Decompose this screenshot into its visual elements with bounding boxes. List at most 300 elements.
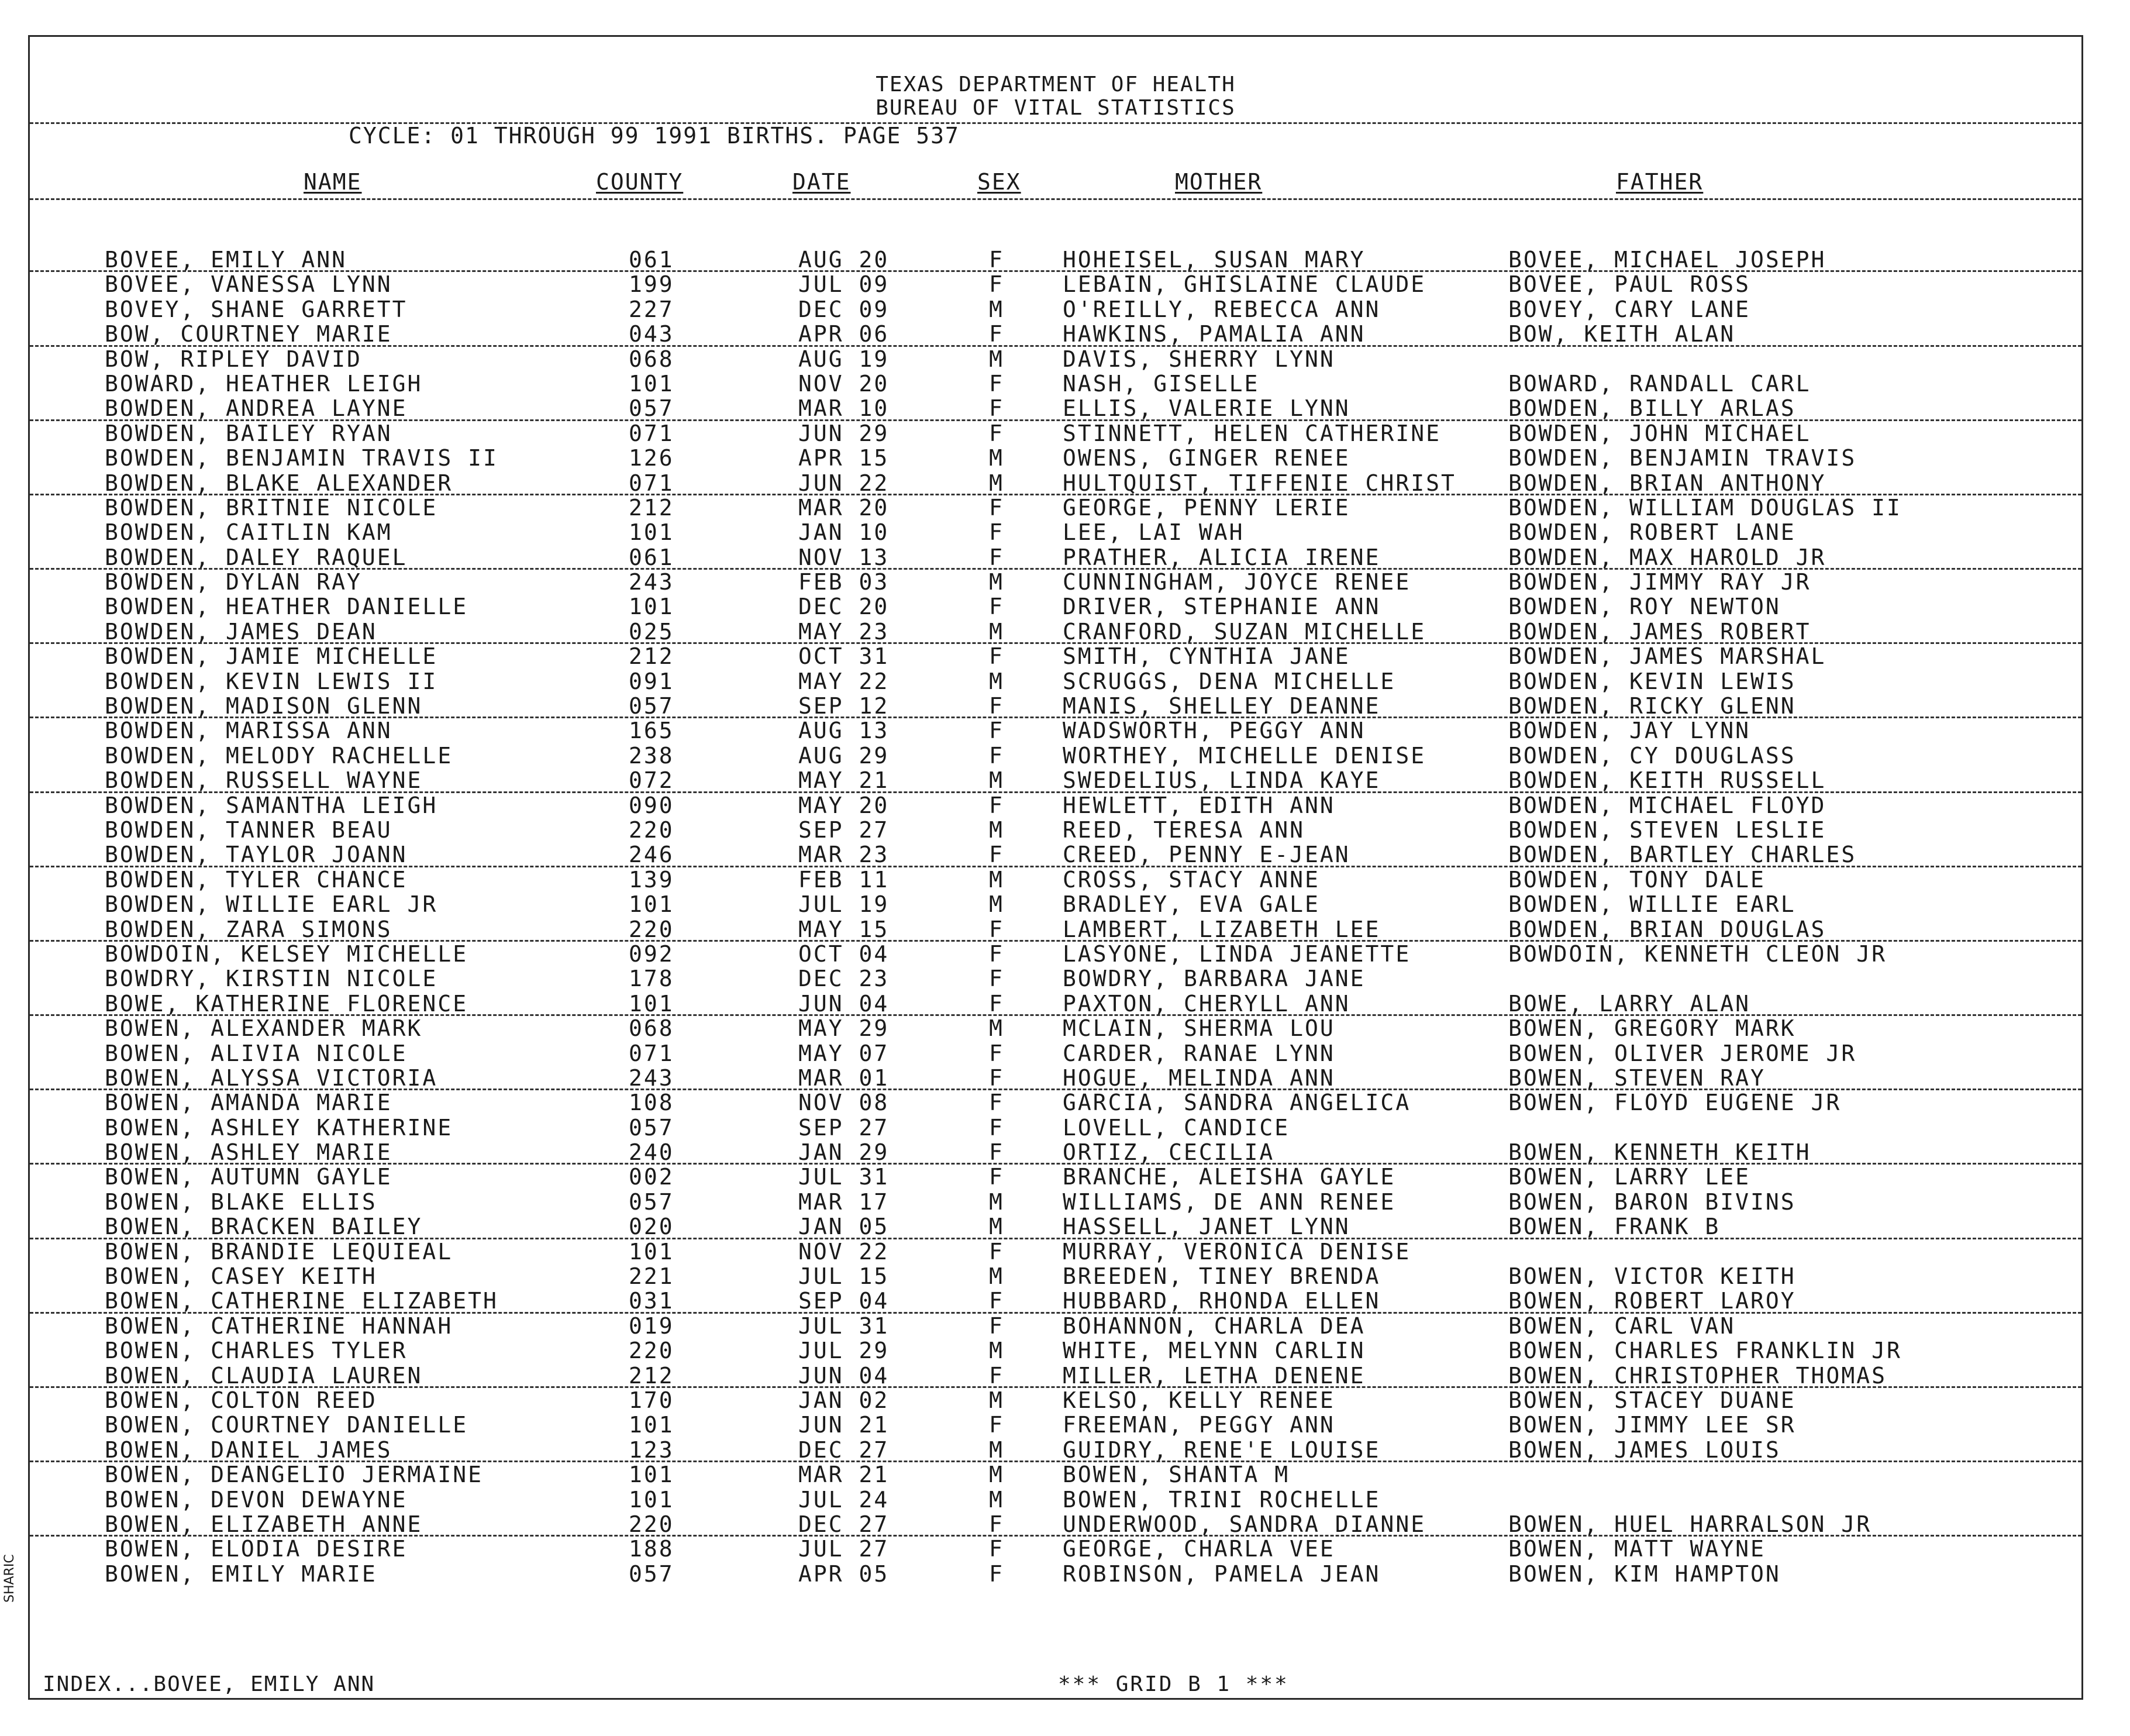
cell-name: BOWEN, CHARLES TYLER: [105, 1338, 408, 1364]
cell-father: BOWE, LARRY ALAN: [1508, 990, 1751, 1017]
cell-date: SEP 27: [798, 1114, 890, 1141]
cell-sex: M: [989, 1338, 1004, 1364]
cell-name: BOWEN, CATHERINE HANNAH: [105, 1313, 453, 1339]
cell-father: BOVEE, MICHAEL JOSEPH: [1508, 247, 1826, 273]
cell-name: BOWEN, EMILY MARIE: [105, 1561, 377, 1587]
cell-father: BOWDEN, BILLY ARLAS: [1508, 395, 1796, 422]
cell-father: BOWEN, ROBERT LAROY: [1508, 1288, 1796, 1314]
cell-date: MAY 21: [798, 767, 890, 794]
cell-date: MAY 23: [798, 618, 890, 645]
table-row: [30, 495, 2081, 520]
cell-county: 002: [629, 1164, 674, 1190]
cell-county: 212: [629, 494, 674, 521]
table-row: [30, 347, 2081, 371]
cell-mother: ROBINSON, PAMELA JEAN: [1063, 1561, 1381, 1587]
cell-date: SEP 12: [798, 693, 890, 719]
table-row: [30, 446, 2081, 470]
cell-date: DEC 27: [798, 1437, 890, 1463]
cell-sex: F: [989, 1412, 1004, 1438]
cell-father: BOWDEN, RICKY GLENN: [1508, 693, 1796, 719]
cell-sex: F: [989, 370, 1004, 397]
cell-name: BOWDEN, HEATHER DANIELLE: [105, 594, 468, 620]
cell-mother: LOVELL, CANDICE: [1063, 1114, 1290, 1141]
cell-father: BOWDOIN, KENNETH CLEON JR: [1508, 941, 1887, 967]
cell-name: BOWEN, CLAUDIA LAUREN: [105, 1362, 423, 1389]
table-row: [30, 1512, 2081, 1537]
cell-date: AUG 13: [798, 718, 890, 744]
side-label: SHARIC: [2, 1554, 17, 1603]
cell-mother: WADSWORTH, PEGGY ANN: [1063, 718, 1366, 744]
cell-father: BOWEN, STACEY DUANE: [1508, 1387, 1796, 1413]
cell-father: BOW, KEITH ALAN: [1508, 321, 1736, 347]
cell-county: 238: [629, 742, 674, 769]
cell-father: BOWDEN, BRIAN DOUGLAS: [1508, 916, 1826, 942]
cell-name: BOWDEN, BRITNIE NICOLE: [105, 494, 438, 521]
col-header-mother: MOTHER: [1175, 169, 1263, 195]
cell-sex: F: [989, 1090, 1004, 1116]
cell-county: 101: [629, 370, 674, 397]
table-row: [30, 421, 2081, 446]
cell-name: BOWEN, CATHERINE ELIZABETH: [105, 1288, 498, 1314]
cell-name: BOWDEN, JAMES DEAN: [105, 618, 377, 645]
cell-sex: F: [989, 792, 1004, 818]
cell-sex: F: [989, 941, 1004, 967]
cell-county: 020: [629, 1214, 674, 1240]
table-row: [30, 545, 2081, 570]
cell-name: BOWEN, ELIZABETH ANNE: [105, 1511, 423, 1537]
cell-sex: F: [989, 494, 1004, 521]
cell-mother: WHITE, MELYNN CARLIN: [1063, 1338, 1366, 1364]
cell-name: BOWDEN, CAITLIN KAM: [105, 519, 392, 546]
cell-name: BOWDEN, TYLER CHANCE: [105, 866, 408, 893]
cell-date: JUL 31: [798, 1164, 890, 1190]
table-row: [30, 818, 2081, 842]
cell-father: BOWDEN, MAX HAROLD JR: [1508, 544, 1826, 570]
cell-sex: F: [989, 916, 1004, 942]
cell-county: 025: [629, 618, 674, 645]
cell-father: BOWEN, GREGORY MARK: [1508, 1015, 1796, 1042]
cell-mother: HULTQUIST, TIFFENIE CHRIST: [1063, 470, 1456, 496]
cell-county: 101: [629, 594, 674, 620]
cell-date: NOV 08: [798, 1090, 890, 1116]
cell-county: 212: [629, 1362, 674, 1389]
cell-father: BOWDEN, BENJAMIN TRAVIS: [1508, 445, 1857, 471]
table-row: [30, 371, 2081, 396]
cell-father: BOWDEN, ROBERT LANE: [1508, 519, 1796, 546]
cell-mother: BOHANNON, CHARLA DEA: [1063, 1313, 1366, 1339]
report-frame: [28, 35, 2083, 1700]
cell-county: 101: [629, 990, 674, 1017]
cell-date: JUL 27: [798, 1536, 890, 1562]
cell-sex: F: [989, 247, 1004, 273]
cell-sex: F: [989, 321, 1004, 347]
cell-county: 072: [629, 767, 674, 794]
cell-date: JUL 09: [798, 271, 890, 298]
cell-mother: GEORGE, CHARLA VEE: [1063, 1536, 1335, 1562]
cell-county: 071: [629, 420, 674, 446]
cell-name: BOWDEN, TANNER BEAU: [105, 817, 392, 843]
cell-mother: MANIS, SHELLEY DEANNE: [1063, 693, 1381, 719]
cell-county: 031: [629, 1288, 674, 1314]
cell-county: 057: [629, 1561, 674, 1587]
cell-father: BOWEN, FLOYD EUGENE JR: [1508, 1090, 1842, 1116]
cell-date: APR 15: [798, 445, 890, 471]
cell-father: BOWEN, STEVEN RAY: [1508, 1065, 1766, 1091]
cell-father: BOWEN, LARRY LEE: [1508, 1164, 1751, 1190]
cell-name: BOWEN, DEANGELIO JERMAINE: [105, 1462, 483, 1488]
cell-name: BOWEN, COLTON REED: [105, 1387, 377, 1413]
cell-mother: BRADLEY, EVA GALE: [1063, 891, 1320, 918]
cell-mother: ELLIS, VALERIE LYNN: [1063, 395, 1350, 422]
cell-mother: PRATHER, ALICIA IRENE: [1063, 544, 1381, 570]
cell-mother: BOWEN, SHANTA M: [1063, 1462, 1290, 1488]
cell-date: AUG 20: [798, 247, 890, 273]
cell-mother: HASSELL, JANET LYNN: [1063, 1214, 1350, 1240]
cell-mother: SMITH, CYNTHIA JANE: [1063, 643, 1350, 670]
cell-county: 227: [629, 296, 674, 322]
cell-mother: SCRUGGS, DENA MICHELLE: [1063, 668, 1396, 694]
cell-date: JUN 22: [798, 470, 890, 496]
table-row: [30, 793, 2081, 818]
cell-county: 043: [629, 321, 674, 347]
cell-mother: HUBBARD, RHONDA ELLEN: [1063, 1288, 1381, 1314]
cell-mother: KELSO, KELLY RENEE: [1063, 1387, 1335, 1413]
cell-date: OCT 04: [798, 941, 890, 967]
grid-footer: *** GRID B 1 ***: [1058, 1672, 1289, 1696]
cell-name: BOWEN, ELODIA DESIRE: [105, 1536, 408, 1562]
table-row: [30, 247, 2081, 272]
cell-mother: LASYONE, LINDA JEANETTE: [1063, 941, 1411, 967]
cell-sex: F: [989, 1164, 1004, 1190]
cell-mother: DAVIS, SHERRY LYNN: [1063, 346, 1335, 372]
cell-father: BOWEN, CHRISTOPHER THOMAS: [1508, 1362, 1887, 1389]
cell-sex: M: [989, 445, 1004, 471]
cell-county: 057: [629, 693, 674, 719]
table-row: [30, 743, 2081, 768]
cell-name: BOWEN, ALEXANDER MARK: [105, 1015, 423, 1042]
cell-mother: BOWEN, TRINI ROCHELLE: [1063, 1486, 1381, 1513]
cell-date: AUG 29: [798, 742, 890, 769]
col-header-name: NAME: [304, 169, 362, 195]
cell-father: BOWDEN, CY DOUGLASS: [1508, 742, 1796, 769]
cycle-line: CYCLE: 01 THROUGH 99 1991 BIRTHS. PAGE 537: [349, 123, 960, 149]
table-row: [30, 1214, 2081, 1239]
cell-father: BOVEE, PAUL ROSS: [1508, 271, 1751, 298]
cell-date: JAN 02: [798, 1387, 890, 1413]
cell-name: BOWEN, AUTUMN GAYLE: [105, 1164, 392, 1190]
cell-mother: HEWLETT, EDITH ANN: [1063, 792, 1335, 818]
cell-date: MAY 29: [798, 1015, 890, 1042]
cell-father: BOWEN, CARL VAN: [1508, 1313, 1736, 1339]
table-row: [30, 991, 2081, 1016]
table-row: [30, 396, 2081, 421]
cell-mother: BRANCHE, ALEISHA GAYLE: [1063, 1164, 1396, 1190]
cell-name: BOWDEN, RUSSELL WAYNE: [105, 767, 423, 794]
cell-date: JUN 04: [798, 990, 890, 1017]
cell-sex: F: [989, 1040, 1004, 1066]
table-row: [30, 297, 2081, 322]
cell-name: BOWDEN, MARISSA ANN: [105, 718, 392, 744]
cell-county: 068: [629, 1015, 674, 1042]
cell-date: JUL 15: [798, 1263, 890, 1290]
table-row: [30, 1041, 2081, 1066]
cell-name: BOWDEN, BLAKE ALEXANDER: [105, 470, 453, 496]
cell-mother: LEE, LAI WAH: [1063, 519, 1245, 546]
table-row: [30, 1413, 2081, 1437]
cell-name: BOWDEN, KEVIN LEWIS II: [105, 668, 438, 694]
cell-county: 057: [629, 1189, 674, 1215]
cell-father: BOWDEN, KEVIN LEWIS: [1508, 668, 1796, 694]
cell-county: 057: [629, 395, 674, 422]
cell-sex: F: [989, 742, 1004, 769]
cell-date: JAN 29: [798, 1139, 890, 1166]
cell-father: BOWEN, BARON BIVINS: [1508, 1189, 1796, 1215]
cell-sex: F: [989, 594, 1004, 620]
table-row: [30, 1115, 2081, 1140]
table-row: [30, 1090, 2081, 1115]
cell-county: 221: [629, 1263, 674, 1290]
cell-county: 243: [629, 569, 674, 595]
cell-county: 091: [629, 668, 674, 694]
cell-name: BOW, RIPLEY DAVID: [105, 346, 362, 372]
table-row: [30, 966, 2081, 991]
cell-county: 101: [629, 1238, 674, 1265]
table-row: [30, 272, 2081, 297]
cell-name: BOW, COURTNEY MARIE: [105, 321, 392, 347]
department-title: TEXAS DEPARTMENT OF HEALTH: [876, 73, 1236, 97]
cell-date: JUN 21: [798, 1412, 890, 1438]
cell-mother: GARCIA, SANDRA ANGELICA: [1063, 1090, 1411, 1116]
cell-date: JUN 29: [798, 420, 890, 446]
cell-sex: F: [989, 990, 1004, 1017]
cell-date: MAY 07: [798, 1040, 890, 1066]
cell-sex: F: [989, 1114, 1004, 1141]
cell-county: 188: [629, 1536, 674, 1562]
cell-sex: M: [989, 1214, 1004, 1240]
cell-date: MAR 23: [798, 842, 890, 868]
table-row: [30, 867, 2081, 892]
cell-mother: HAWKINS, PAMALIA ANN: [1063, 321, 1366, 347]
cell-father: BOWDEN, JAMES ROBERT: [1508, 618, 1811, 645]
cell-county: 068: [629, 346, 674, 372]
col-header-father: FATHER: [1616, 169, 1704, 195]
cell-name: BOWEN, DANIEL JAMES: [105, 1437, 392, 1463]
cell-county: 126: [629, 445, 674, 471]
cell-county: 123: [629, 1437, 674, 1463]
cell-county: 101: [629, 1486, 674, 1513]
cell-sex: M: [989, 569, 1004, 595]
table-row: [30, 1487, 2081, 1512]
table-row: [30, 718, 2081, 743]
cell-date: JUN 04: [798, 1362, 890, 1389]
cell-mother: CARDER, RANAE LYNN: [1063, 1040, 1335, 1066]
cell-date: APR 05: [798, 1561, 890, 1587]
cell-date: AUG 19: [798, 346, 890, 372]
cell-mother: NASH, GISELLE: [1063, 370, 1260, 397]
cell-date: JUL 24: [798, 1486, 890, 1513]
cell-county: 092: [629, 941, 674, 967]
table-row: [30, 619, 2081, 644]
cell-county: 220: [629, 1511, 674, 1537]
cell-county: 178: [629, 966, 674, 992]
cell-date: FEB 11: [798, 866, 890, 893]
cell-mother: DRIVER, STEPHANIE ANN: [1063, 594, 1381, 620]
cell-father: BOWEN, CHARLES FRANKLIN JR: [1508, 1338, 1902, 1364]
cell-name: BOWDEN, DYLAN RAY: [105, 569, 362, 595]
table-row: [30, 471, 2081, 495]
cell-name: BOWDEN, MADISON GLENN: [105, 693, 423, 719]
table-row: [30, 1338, 2081, 1363]
table-row: [30, 1438, 2081, 1462]
cell-father: BOWDEN, WILLIAM DOUGLAS II: [1508, 494, 1902, 521]
table-row: [30, 1066, 2081, 1090]
cell-sex: F: [989, 1139, 1004, 1166]
cell-name: BOWARD, HEATHER LEIGH: [105, 370, 423, 397]
cell-mother: CREED, PENNY E-JEAN: [1063, 842, 1350, 868]
cell-date: OCT 31: [798, 643, 890, 670]
cell-father: BOWEN, KIM HAMPTON: [1508, 1561, 1781, 1587]
cell-date: JAN 05: [798, 1214, 890, 1240]
cell-county: 057: [629, 1114, 674, 1141]
cell-name: BOWDEN, DALEY RAQUEL: [105, 544, 408, 570]
cell-father: BOWEN, HUEL HARRALSON JR: [1508, 1511, 1872, 1537]
cell-mother: CRANFORD, SUZAN MICHELLE: [1063, 618, 1426, 645]
cell-sex: M: [989, 1486, 1004, 1513]
cell-name: BOWDOIN, KELSEY MICHELLE: [105, 941, 468, 967]
table-row: [30, 644, 2081, 669]
cell-name: BOWEN, ASHLEY MARIE: [105, 1139, 392, 1166]
cell-father: BOWDEN, TONY DALE: [1508, 866, 1766, 893]
cell-sex: F: [989, 1288, 1004, 1314]
cell-county: 220: [629, 916, 674, 942]
cell-date: MAY 15: [798, 916, 890, 942]
cell-date: SEP 27: [798, 817, 890, 843]
cell-sex: M: [989, 1462, 1004, 1488]
cell-sex: M: [989, 346, 1004, 372]
cell-name: BOWEN, AMANDA MARIE: [105, 1090, 392, 1116]
cell-sex: F: [989, 693, 1004, 719]
cell-sex: F: [989, 1511, 1004, 1537]
cell-sex: F: [989, 1065, 1004, 1091]
cell-mother: LEBAIN, GHISLAINE CLAUDE: [1063, 271, 1426, 298]
cell-date: DEC 09: [798, 296, 890, 322]
cell-mother: GEORGE, PENNY LERIE: [1063, 494, 1350, 521]
table-row: [30, 1190, 2081, 1214]
table-row: [30, 520, 2081, 545]
cell-sex: F: [989, 1238, 1004, 1265]
cell-name: BOVEE, VANESSA LYNN: [105, 271, 392, 298]
cell-sex: M: [989, 296, 1004, 322]
cell-county: 071: [629, 1040, 674, 1066]
cell-county: 170: [629, 1387, 674, 1413]
cell-mother: HOHEISEL, SUSAN MARY: [1063, 247, 1366, 273]
cell-mother: BOWDRY, BARBARA JANE: [1063, 966, 1366, 992]
cell-date: JUL 29: [798, 1338, 890, 1364]
cell-name: BOWDEN, TAYLOR JOANN: [105, 842, 408, 868]
col-header-sex: SEX: [977, 169, 1021, 195]
cell-mother: UNDERWOOD, SANDRA DIANNE: [1063, 1511, 1426, 1537]
cell-county: 108: [629, 1090, 674, 1116]
cell-sex: F: [989, 1362, 1004, 1389]
cell-mother: PAXTON, CHERYLL ANN: [1063, 990, 1350, 1017]
cell-sex: F: [989, 643, 1004, 670]
cell-mother: MILLER, LETHA DENENE: [1063, 1362, 1366, 1389]
table-row: [30, 594, 2081, 619]
cell-sex: M: [989, 767, 1004, 794]
cell-mother: MURRAY, VERONICA DENISE: [1063, 1238, 1411, 1265]
cell-mother: GUIDRY, RENE'E LOUISE: [1063, 1437, 1381, 1463]
cell-father: BOWDEN, BARTLEY CHARLES: [1508, 842, 1857, 868]
cell-mother: SWEDELIUS, LINDA KAYE: [1063, 767, 1381, 794]
cell-date: MAR 21: [798, 1462, 890, 1488]
cell-sex: M: [989, 1189, 1004, 1215]
cell-name: BOWDRY, KIRSTIN NICOLE: [105, 966, 438, 992]
cell-sex: F: [989, 1561, 1004, 1587]
cell-date: JUL 31: [798, 1313, 890, 1339]
cell-sex: F: [989, 420, 1004, 446]
cell-name: BOWEN, BRACKEN BAILEY: [105, 1214, 423, 1240]
table-row: [30, 892, 2081, 917]
cell-county: 212: [629, 643, 674, 670]
cell-mother: CROSS, STACY ANNE: [1063, 866, 1320, 893]
cell-father: BOWEN, FRANK B: [1508, 1214, 1721, 1240]
cell-date: NOV 13: [798, 544, 890, 570]
cell-mother: CUNNINGHAM, JOYCE RENEE: [1063, 569, 1411, 595]
cell-county: 220: [629, 817, 674, 843]
cell-father: BOWDEN, ROY NEWTON: [1508, 594, 1781, 620]
col-header-county: COUNTY: [596, 169, 684, 195]
cell-sex: F: [989, 842, 1004, 868]
cell-date: NOV 20: [798, 370, 890, 397]
cell-name: BOWDEN, JAMIE MICHELLE: [105, 643, 438, 670]
cell-sex: F: [989, 544, 1004, 570]
header-rule: [30, 122, 2081, 124]
table-row: [30, 1016, 2081, 1041]
cell-name: BOWEN, DEVON DEWAYNE: [105, 1486, 408, 1513]
table-row: [30, 1165, 2081, 1189]
table-row: [30, 917, 2081, 942]
table-row: [30, 1140, 2081, 1165]
table-row: [30, 1239, 2081, 1264]
cell-county: 090: [629, 792, 674, 818]
cell-date: DEC 27: [798, 1511, 890, 1537]
cell-father: BOWDEN, JIMMY RAY JR: [1508, 569, 1811, 595]
cell-county: 243: [629, 1065, 674, 1091]
cell-date: JAN 10: [798, 519, 890, 546]
cell-county: 246: [629, 842, 674, 868]
cell-name: BOWEN, ALIVIA NICOLE: [105, 1040, 408, 1066]
table-row: [30, 1363, 2081, 1388]
cell-sex: M: [989, 618, 1004, 645]
cell-date: MAR 17: [798, 1189, 890, 1215]
bureau-title: BUREAU OF VITAL STATISTICS: [876, 96, 1236, 120]
cell-sex: M: [989, 891, 1004, 918]
cell-name: BOWDEN, MELODY RACHELLE: [105, 742, 453, 769]
cell-sex: M: [989, 1387, 1004, 1413]
index-footer: INDEX...BOVEE, EMILY ANN: [43, 1672, 375, 1696]
cell-date: MAY 20: [798, 792, 890, 818]
cell-father: BOWEN, OLIVER JEROME JR: [1508, 1040, 1857, 1066]
col-header-date: DATE: [792, 169, 851, 195]
cell-date: MAR 01: [798, 1065, 890, 1091]
cell-name: BOWEN, COURTNEY DANIELLE: [105, 1412, 468, 1438]
cell-father: BOWDEN, BRIAN ANTHONY: [1508, 470, 1826, 496]
cell-father: BOWDEN, MICHAEL FLOYD: [1508, 792, 1826, 818]
cell-county: 101: [629, 1462, 674, 1488]
cell-father: BOWDEN, JOHN MICHAEL: [1508, 420, 1811, 446]
cell-mother: LAMBERT, LIZABETH LEE: [1063, 916, 1381, 942]
cell-father: BOVEY, CARY LANE: [1508, 296, 1751, 322]
